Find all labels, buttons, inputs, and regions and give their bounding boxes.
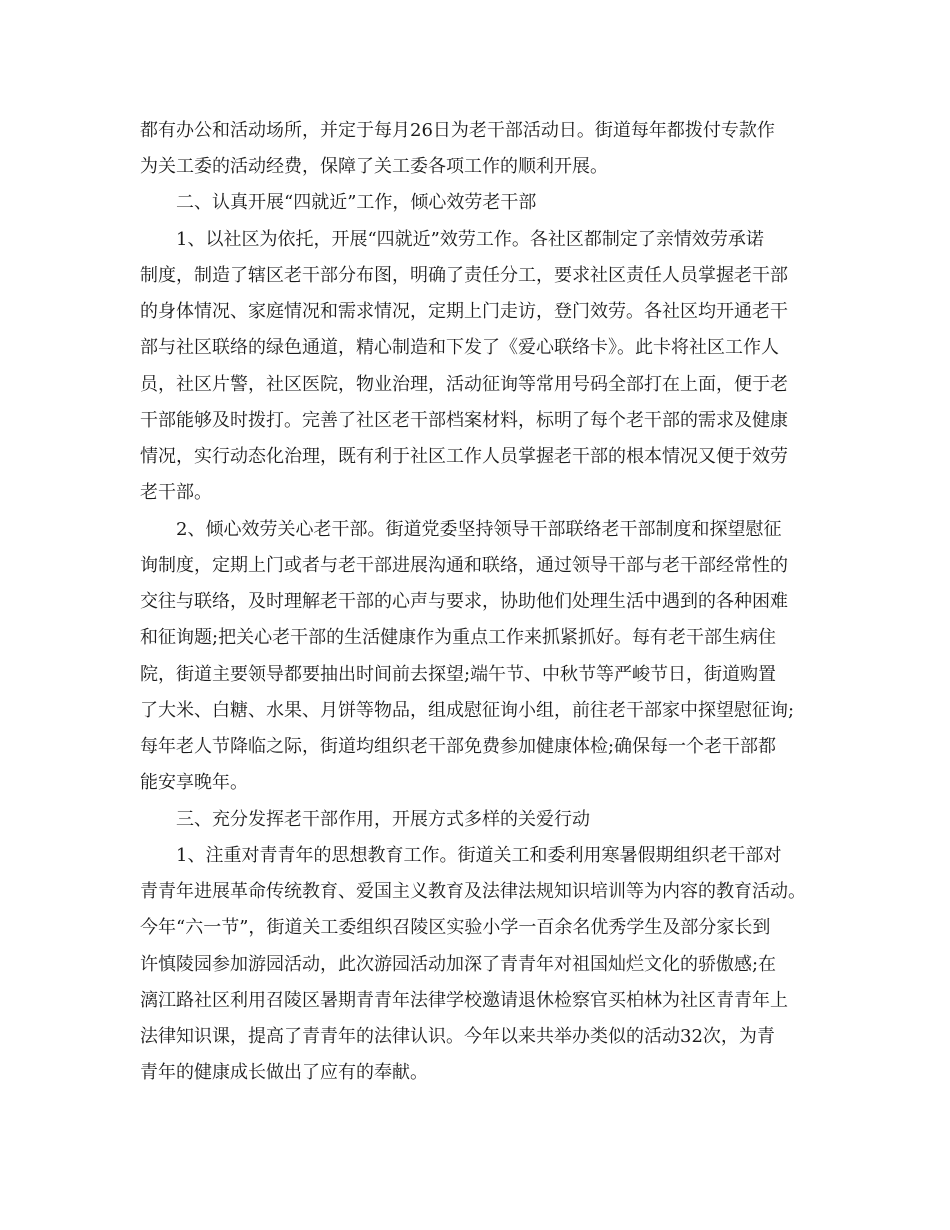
text-line: 院，街道主要领导都要抽出时间前去探望;端午节、中秋节等严峻节日，街道购置 [140,664,777,685]
text-line: 老干部。 [140,482,212,503]
text-line: 青年的健康成长做出了应有的奉献。 [140,1062,428,1083]
text-line: 都有办公和活动场所，并定于每月26日为老干部活动日。街道每年都拨付专款作 [140,120,775,141]
text-line: 了大米、白糖、水果、月饼等物品，组成慰征询小组，前往老干部家中探望慰征询; [140,700,795,721]
text-line: 许慎陵园参加游园活动，此次游园活动加深了青青年对祖国灿烂文化的骄傲感;在 [140,954,777,975]
text-line: 干部能够及时拨打。完善了社区老干部档案材料，标明了每个老干部的需求及健康 [140,410,788,431]
text-line: 和征询题;把关心老干部的生活健康作为重点工作来抓紧抓好。每有老干部生病住 [140,627,777,648]
text-line: 情况，实行动态化治理，既有利于社区工作人员掌握老干部的根本情况又便于效劳 [140,446,788,467]
text-line: 制度，制造了辖区老干部分布图，明确了责任分工，要求社区责任人员掌握老干部 [140,265,788,286]
text-line: 能安享晚年。 [140,772,248,793]
section-heading: 二、认真开展“四就近”工作，倾心效劳老干部 [176,192,537,213]
text-line: 漓江路社区利用召陵区暑期青青年法律学校邀请退休检察官买柏林为社区青青年上 [140,990,788,1011]
text-line: 今年“六一节”，街道关工委组织召陵区实验小学一百余名优秀学生及部分家长到 [140,917,771,938]
text-line: 1、以社区为依托，开展“四就近”效劳工作。各社区都制定了亲情效劳承诺 [176,229,764,250]
text-line: 交往与联络，及时理解老干部的心声与要求，协助他们处理生活中遇到的各种困难 [140,591,788,612]
text-line: 1、注重对青青年的思想教育工作。街道关工和委利用寒暑假期组织老干部对 [176,845,782,866]
text-line: 法律知识课，提高了青青年的法律认识。今年以来共举办类似的活动32次，为青 [140,1026,775,1047]
section-heading: 三、充分发挥老干部作用，开展方式多样的关爱行动 [176,809,590,830]
text-line: 员，社区片警，社区医院，物业治理，活动征询等常用号码全部打在上面，便于老 [140,374,788,395]
text-line: 青青年进展革命传统教育、爱国主义教育及法律法规知识培训等为内容的教育活动。 [140,881,806,902]
text-line: 询制度，定期上门或者与老干部进展沟通和联络，通过领导干部与老干部经常性的 [140,555,788,576]
text-line: 部与社区联络的绿色通道，精心制造和下发了《爱心联络卡》。此卡将社区工作人 [140,337,779,358]
text-line: 2、倾心效劳关心老干部。街道党委坚持领导干部联络老干部制度和探望慰征 [176,519,782,540]
text-line: 为关工委的活动经费，保障了关工委各项工作的顺利开展。 [140,156,608,177]
text-line: 每年老人节降临之际，街道均组织老干部免费参加健康体检;确保每一个老干部都 [140,736,777,757]
text-line: 的身体情况、家庭情况和需求情况，定期上门走访，登门效劳。各社区均开通老干 [140,301,788,322]
